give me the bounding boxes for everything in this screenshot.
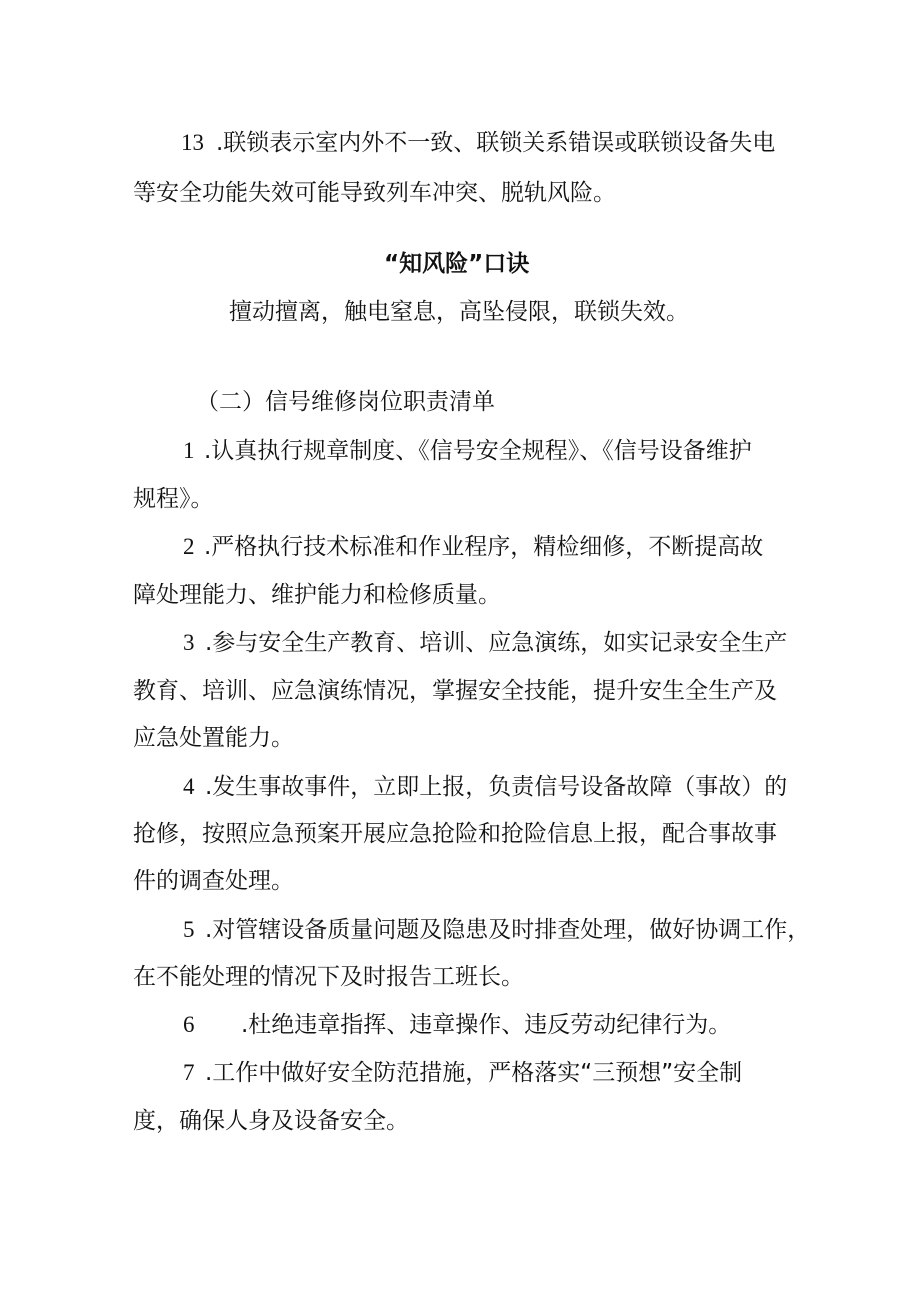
list-item-2-number: 2 bbox=[183, 534, 195, 559]
list-item-5-number: 5 bbox=[183, 917, 195, 942]
item-13-number: 13 bbox=[181, 130, 204, 155]
list-item-3-number: 3 bbox=[183, 630, 195, 655]
list-item-1-number: 1 bbox=[183, 438, 195, 463]
item-13-text: .联锁表示室内外不一致、联锁关系错误或联锁设备失电 bbox=[216, 130, 776, 156]
document-page: 13 .联锁表示室内外不一致、联锁关系错误或联锁设备失电 等安全功能失效可能导致列车冲突、脱轨风险。 “知风险”口诀 擅动擅离，触电窒息，高坠侵限，联锁失效。 （二）信号维修岗位职责清单 1 .认真执行规章制度、《信号安全规程》、《信号设备维护 规程》。 2 .严格执行技术标准和作业程序，精检细修，不断提高故 障处理能力、维护能力和检修质量。 3 .参与安全生产教育、培训、应急演练，如实记录安全生产 教育、培训、应急演练情况，掌握安全技能，提升安生全生产及 应急处置能力。 4 .发生事故事件，立即上报，负责信号设备故障（事故）的 抢修，按照应急预案开展应急抢险和抢险信息上报，配合事故事 件的调查处理。 5 .对管辖设备质量问题及隐患及时排查处理，做好协调工作， 在不能处理的情况下及时报告工班长。 6 .杜绝违章指挥、违章操作、违反劳动纪律行为。 7 .工作中做好安全防范措施，严格落实“三预想”安全制 度，确保人身及设备安全。 bbox=[0, 0, 920, 1301]
list-item-4-number: 4 bbox=[183, 774, 195, 799]
list-item-6-number: 6 bbox=[183, 1012, 195, 1037]
list-item-7-number: 7 bbox=[183, 1060, 195, 1085]
